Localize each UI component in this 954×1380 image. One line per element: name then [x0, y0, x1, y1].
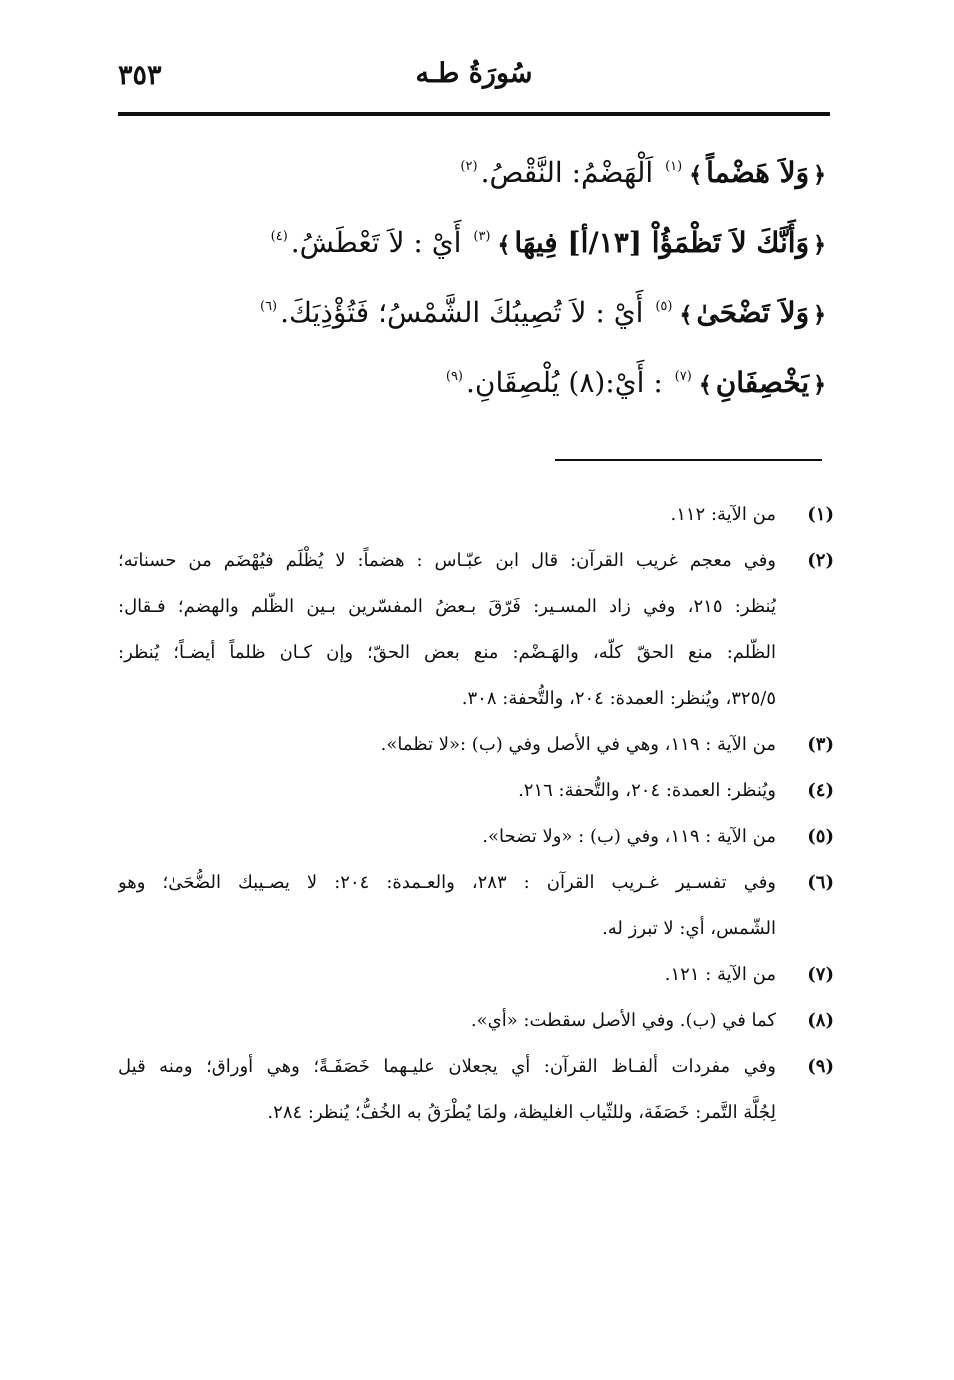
footnote-line: وفي معجم غريب القرآن: قال ابن عبّـاس : هضماً: لا يُظْلَم فيُهْضَم من حسناته؛ — [118, 550, 776, 571]
footnote-line: ويُنظر: العمدة: ٢٠٤، والتُّحفة: ٢١٦. — [518, 780, 776, 801]
footnote-line: الشّمس، أي: لا تبرز له. — [602, 918, 776, 939]
footnote-ref: (١) — [665, 159, 683, 174]
page-number: ٣٥٣ — [118, 60, 162, 91]
verse-gloss: أَيْ : لاَ تُصِيبُكَ الشَّمْسُ؛ فَتُؤْذِيَكَ. — [280, 296, 644, 329]
verse-line — [118, 208, 830, 278]
footnote-line: من الآية : ١٢١. — [664, 964, 776, 985]
footnote-line: وفي تفسـير غـريب القرآن : ٢٨٣، والعـمدة: ٢٠٤: لا يصـيبك الضُّحَىٰ؛ وهو — [118, 872, 776, 893]
footnote — [118, 722, 834, 768]
footnote-ref: (٤) — [270, 229, 288, 244]
footnote-text — [118, 952, 776, 998]
footnote — [118, 538, 834, 722]
footnote-number: (٩) — [807, 1056, 834, 1077]
footnote-number: (٣) — [807, 734, 834, 755]
header-rule — [118, 112, 830, 116]
verse-line — [118, 348, 830, 418]
footnote — [118, 860, 834, 952]
quran-word: وَلاَ تَضْحَىٰ — [696, 296, 810, 329]
ornate-bracket-close: ﴾ — [689, 162, 703, 188]
footnote-ref: (٩) — [445, 369, 463, 384]
footnote — [118, 814, 834, 860]
footnote-number: (٨) — [807, 1010, 834, 1031]
ornate-bracket-open: ﴿ — [813, 162, 826, 188]
footnote-line: وفي مفردات ألفـاظ القرآن: أي يجعلان عليـهما خَصَفَـةً؛ وهي أوراق؛ ومنه قيل — [118, 1056, 776, 1077]
ornate-bracket-open: ﴿ — [813, 232, 826, 258]
footnote-separator — [555, 459, 822, 461]
footnote — [118, 492, 834, 538]
footnote — [118, 1044, 834, 1136]
ornate-bracket-close: ﴾ — [497, 232, 511, 258]
verse-line — [118, 138, 830, 208]
footnote-number: (٧) — [807, 964, 834, 985]
footnote-text — [118, 1044, 776, 1136]
footnote-ref: (٢) — [460, 159, 478, 174]
quran-word: وَأَنَّكَ لاَ تَظْمَؤُاْ [١٣/أ] فِيهَا — [514, 226, 810, 259]
running-title: سُورَةُ طـه — [415, 58, 533, 89]
footnote — [118, 768, 834, 814]
ornate-bracket-open: ﴿ — [813, 372, 826, 398]
footnote-line: ٣٢٥/٥، ويُنظر: العمدة: ٢٠٤، والتُّحفة: ٣٠٨. — [461, 688, 776, 709]
verse-section — [118, 138, 830, 418]
footnote-number: (٦) — [807, 872, 834, 893]
quran-word: وَلاَ هَضْماً — [706, 156, 810, 189]
footnote-line: من الآية : ١١٩، وفي (ب) : «ولا تضحا». — [482, 826, 776, 847]
footnote-line: الظّلم: منع الحقّ كلّه، والهَـضْم: منع بعض الحقّ؛ وإن كـان ظلماً أيضـاً؛ يُنظر: — [118, 642, 776, 663]
footnote-text — [118, 538, 776, 722]
footnote-text — [118, 814, 776, 860]
footnote-ref: (٥) — [655, 299, 673, 314]
footnote-ref: (٧) — [674, 369, 692, 384]
ornate-bracket-open: ﴿ — [813, 302, 826, 328]
verse-gloss: أَيْ : لاَ تَعْطَشُ. — [290, 226, 462, 259]
ornate-bracket-close: ﴾ — [698, 372, 712, 398]
verse-line — [118, 278, 830, 348]
footnote — [118, 952, 834, 998]
footnote-line: لِجُلَّة التَّمر: خَصَفَة، وللثّياب الغليظة، ولمَا يُطْرَقُ به الخُفُّ؛ يُنظر: ٢٨٤. — [267, 1102, 776, 1123]
footnotes — [118, 492, 834, 1136]
footnote-text — [118, 860, 776, 952]
footnote-ref: (٣) — [473, 229, 491, 244]
verse-gloss: : أَيْ:(٨) يُلْصِقَانِ. — [466, 366, 663, 399]
quran-word: يَخْصِفَانِ — [715, 366, 810, 399]
footnote-number: (٢) — [807, 550, 834, 571]
footnote-number: (١) — [807, 504, 834, 525]
footnote-text — [118, 492, 776, 538]
footnote-number: (٥) — [807, 826, 834, 847]
footnote-number: (٤) — [807, 780, 834, 801]
footnote-line: من الآية : ١١٩، وهي في الأصل وفي (ب) :«لا تظما». — [380, 734, 776, 755]
ornate-bracket-close: ﴾ — [679, 302, 693, 328]
footnote-line: يُنظر: ٢١٥، وفي زاد المسـير: فَرّقَ بـعضُ المفسّرين بـين الظّلم والهضم؛ فـقال: — [118, 596, 776, 617]
footnote-ref: (٦) — [259, 299, 278, 314]
verse-gloss: اَلْهَضْمُ: النَّقْصُ. — [480, 156, 654, 189]
footnote-text — [118, 768, 776, 814]
footnote — [118, 998, 834, 1044]
footnote-line: كما في (ب). وفي الأصل سقطت: «أي». — [470, 1010, 776, 1031]
footnote-text — [118, 998, 776, 1044]
footnote-text — [118, 722, 776, 768]
page-header — [118, 58, 830, 98]
footnote-line: من الآية: ١١٢. — [670, 504, 776, 525]
